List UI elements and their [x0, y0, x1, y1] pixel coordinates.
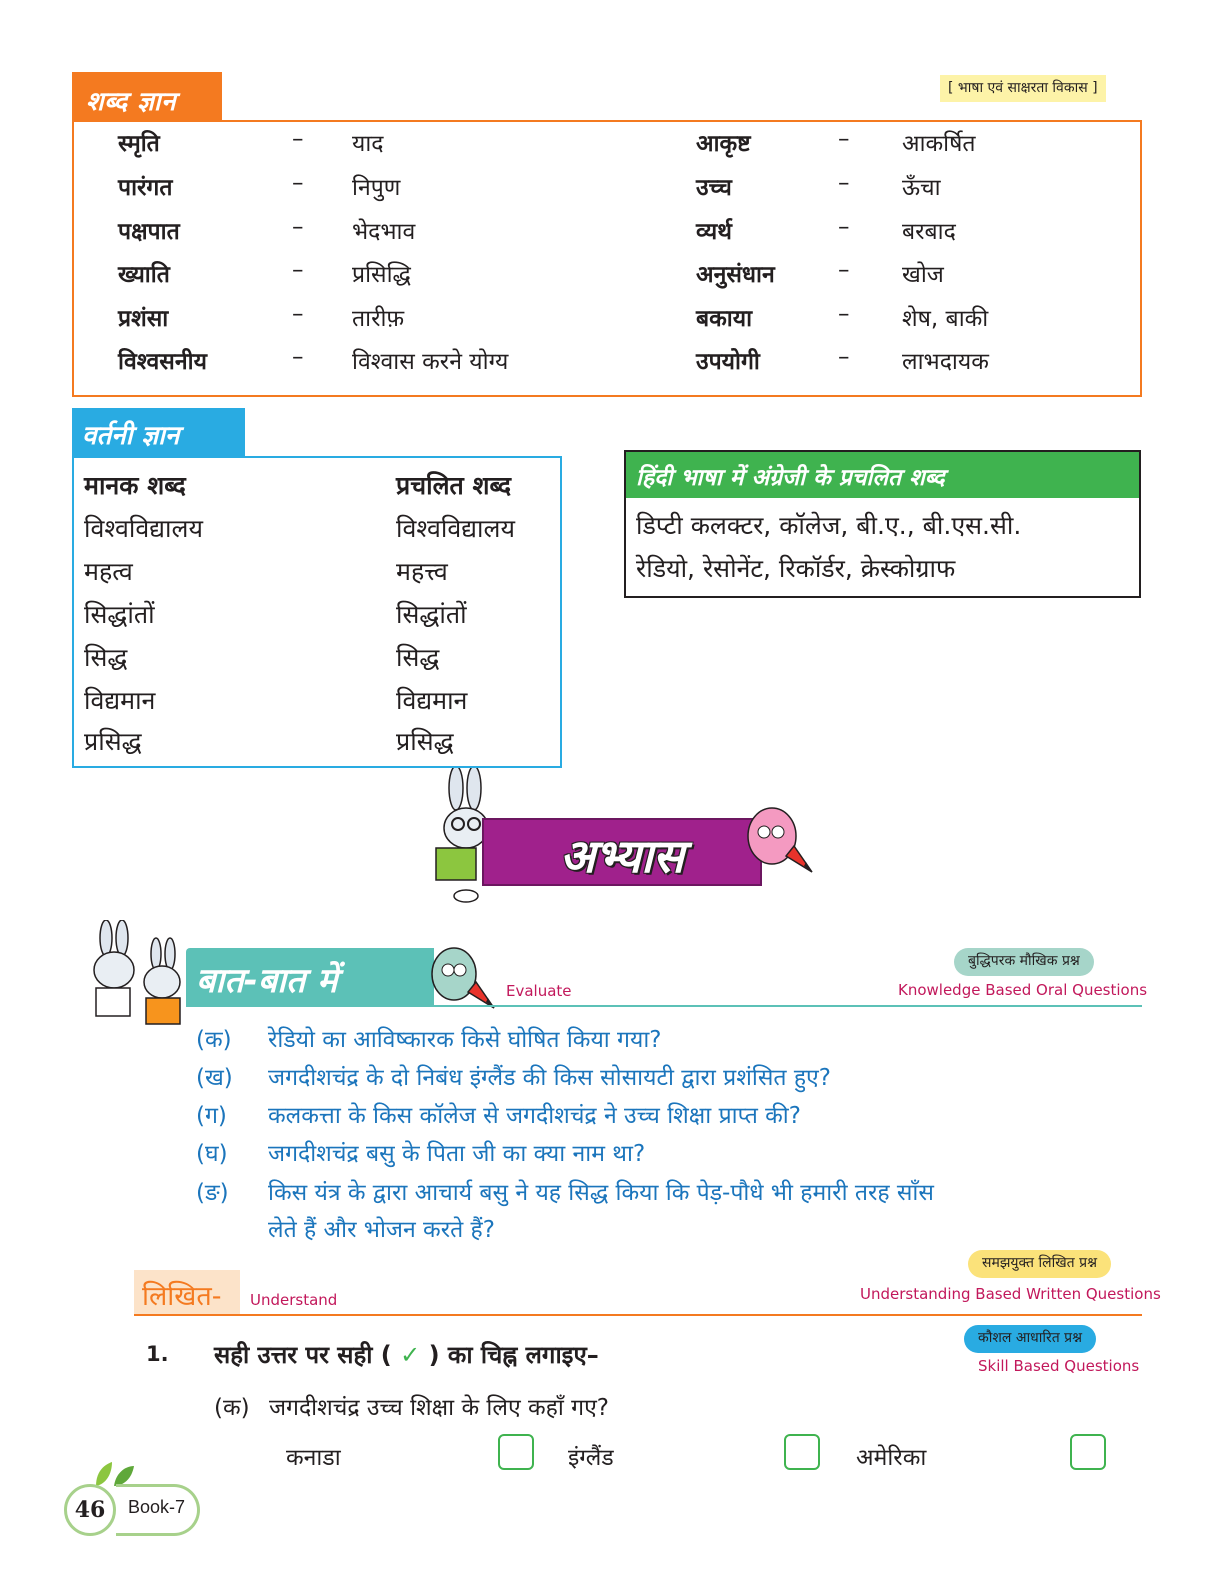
- vocab-row: [74, 301, 1140, 341]
- question-text: जगदीशचंद्र के दो निबंध इंग्लैंड की किस सोसायटी द्वारा प्रशंसित हुए?: [268, 1065, 831, 1091]
- spelling-prachalit: महत्त्व: [396, 557, 448, 586]
- question-label: (क): [196, 1027, 232, 1053]
- vocab-word: अनुसंधान: [696, 262, 775, 288]
- vocab-dash: –: [838, 257, 850, 283]
- vocab-dash: –: [292, 301, 304, 327]
- vocab-meaning: शेष, बाकी: [902, 306, 989, 332]
- english-words-box: [624, 450, 1141, 598]
- vocab-word: उच्च: [696, 175, 732, 201]
- spelling-prachalit: सिद्धांतों: [396, 600, 467, 629]
- vocab-meaning: विश्वास करने योग्य: [352, 349, 509, 375]
- pencil-mascot-illustration: [742, 800, 814, 880]
- written-questions-pill: समझयुक्त लिखित प्रश्न: [968, 1250, 1111, 1278]
- vocab-meaning: खोज: [902, 262, 944, 288]
- english-words-line: रेडियो, रेसोनेंट, रिकॉर्डर, क्रेस्कोग्राफ: [636, 554, 956, 583]
- vocab-row: [74, 170, 1140, 210]
- vocab-dash: –: [292, 257, 304, 283]
- divider: [134, 1314, 1142, 1316]
- shabd-gyan-title: शब्द ज्ञान: [72, 72, 222, 120]
- option-checkbox[interactable]: [1070, 1434, 1106, 1470]
- likhit-title: लिखित-: [134, 1270, 240, 1316]
- vocab-word: बकाया: [696, 306, 753, 332]
- vocab-dash: –: [292, 126, 304, 152]
- vocab-word: ख्याति: [118, 262, 170, 288]
- vocab-row: [74, 344, 1140, 384]
- vocab-word: उपयोगी: [696, 349, 760, 375]
- book-label: Book-7: [128, 1497, 186, 1517]
- abhyas-banner: अभ्यास: [482, 818, 762, 886]
- question-label: (घ): [196, 1141, 228, 1167]
- sub-question: [214, 1390, 609, 1422]
- spelling-prachalit: विश्वविद्यालय: [396, 514, 515, 543]
- vocab-meaning: याद: [352, 131, 384, 157]
- vocab-meaning: प्रसिद्धि: [352, 262, 411, 288]
- vocab-meaning: निपुण: [352, 175, 401, 201]
- spelling-manak: प्रसिद्ध: [84, 727, 142, 756]
- question-label: (ङ): [196, 1180, 229, 1206]
- vocab-word: विश्वसनीय: [118, 349, 207, 375]
- option-label: अमेरिका: [856, 1445, 927, 1471]
- spelling-header-manak: मानक शब्द: [84, 471, 186, 500]
- question-row: [196, 1098, 801, 1130]
- vocab-word: प्रशंसा: [118, 306, 169, 332]
- vocab-dash: –: [838, 126, 850, 152]
- spelling-prachalit: सिद्ध: [396, 643, 440, 672]
- vocab-meaning: ऊँचा: [902, 175, 941, 201]
- vocab-dash: –: [292, 170, 304, 196]
- spelling-box: [72, 456, 562, 768]
- question-row: [196, 1060, 831, 1092]
- question-text: किस यंत्र के द्वारा आचार्य बसु ने यह सिद्ध किया कि पेड़-पौधे भी हमारी तरह साँस: [268, 1180, 934, 1206]
- spelling-manak: विद्यमान: [84, 686, 156, 715]
- vocab-dash: –: [838, 170, 850, 196]
- option-label: इंग्लैंड: [568, 1445, 614, 1471]
- vocab-meaning: भेदभाव: [352, 219, 416, 245]
- skill-questions-pill: कौशल आधारित प्रश्न: [964, 1325, 1096, 1353]
- vocab-word: व्यर्थ: [696, 219, 732, 245]
- evaluate-label: Evaluate: [506, 982, 572, 1000]
- baat-baat-title: बात-बात में: [186, 948, 434, 1006]
- vocab-meaning: लाभदायक: [902, 349, 989, 375]
- question-number: 1.: [146, 1342, 169, 1366]
- understand-label: Understand: [250, 1291, 338, 1309]
- question-instruction: [214, 1338, 599, 1371]
- divider: [186, 1005, 1142, 1007]
- vocab-row: [74, 126, 1140, 166]
- question-row: [196, 1136, 646, 1168]
- instruction-text: सही उत्तर पर सही (: [214, 1341, 392, 1369]
- vocab-word: पक्षपात: [118, 219, 180, 245]
- option-checkbox[interactable]: [784, 1434, 820, 1470]
- oral-questions-english: Knowledge Based Oral Questions: [898, 981, 1148, 999]
- vartani-gyan-title: वर्तनी ज्ञान: [72, 408, 245, 456]
- vocab-word: स्मृति: [118, 131, 160, 157]
- vocab-meaning: तारीफ़: [352, 306, 405, 332]
- section-tag: [ भाषा एवं साक्षरता विकास ]: [940, 75, 1106, 102]
- question-text: जगदीशचंद्र बसु के पिता जी का क्या नाम था?: [268, 1141, 646, 1167]
- vocabulary-box: [72, 120, 1142, 397]
- vocab-meaning: आकर्षित: [902, 131, 976, 157]
- vocab-meaning: बरबाद: [902, 219, 956, 245]
- vocab-word: पारंगत: [118, 175, 173, 201]
- oral-questions-pill: बुद्धिपरक मौखिक प्रश्न: [954, 948, 1094, 976]
- english-words-line: डिप्टी कलक्टर, कॉलेज, बी.ए., बी.एस.सी.: [636, 511, 1022, 540]
- vocab-dash: –: [292, 344, 304, 370]
- spelling-prachalit: विद्यमान: [396, 686, 468, 715]
- vocab-row: [74, 257, 1140, 297]
- page-number: 46: [64, 1484, 116, 1536]
- option-label: कनाडा: [286, 1445, 341, 1471]
- written-questions-english: Understanding Based Written Questions: [860, 1285, 1161, 1303]
- question-label: (ग): [196, 1103, 227, 1129]
- option-checkbox[interactable]: [498, 1434, 534, 1470]
- english-words-title: हिंदी भाषा में अंग्रेजी के प्रचलित शब्द: [626, 452, 1139, 498]
- skill-questions-english: Skill Based Questions: [978, 1357, 1140, 1375]
- spelling-manak: विश्वविद्यालय: [84, 514, 203, 543]
- vocab-dash: –: [292, 214, 304, 240]
- question-text: लेते हैं और भोजन करते हैं?: [268, 1217, 495, 1243]
- sub-question-label: (क): [214, 1395, 250, 1421]
- question-row: [196, 1022, 662, 1054]
- spelling-prachalit: प्रसिद्ध: [396, 727, 454, 756]
- sub-question-text: जगदीशचंद्र उच्च शिक्षा के लिए कहाँ गए?: [268, 1395, 610, 1421]
- vocab-word: आकृष्ट: [696, 131, 751, 157]
- vocab-dash: –: [838, 214, 850, 240]
- question-text: कलकत्ता के किस कॉलेज से जगदीशचंद्र ने उच्च शिक्षा प्राप्त की?: [268, 1103, 801, 1129]
- check-mark-icon: ✓: [400, 1341, 421, 1369]
- spelling-manak: सिद्ध: [84, 643, 128, 672]
- question-row: [196, 1175, 934, 1207]
- spelling-manak: सिद्धांतों: [84, 600, 155, 629]
- vocab-dash: –: [838, 344, 850, 370]
- question-text: रेडियो का आविष्कारक किसे घोषित किया गया?: [268, 1027, 662, 1053]
- spelling-manak: महत्व: [84, 557, 133, 586]
- vocab-row: [74, 214, 1140, 254]
- vocab-dash: –: [838, 301, 850, 327]
- question-label: (ख): [196, 1065, 233, 1091]
- rabbits-talking-illustration: [76, 920, 188, 1030]
- instruction-text: ) का चिह्न लगाइए–: [428, 1341, 599, 1369]
- spelling-header-prachalit: प्रचलित शब्द: [396, 471, 512, 500]
